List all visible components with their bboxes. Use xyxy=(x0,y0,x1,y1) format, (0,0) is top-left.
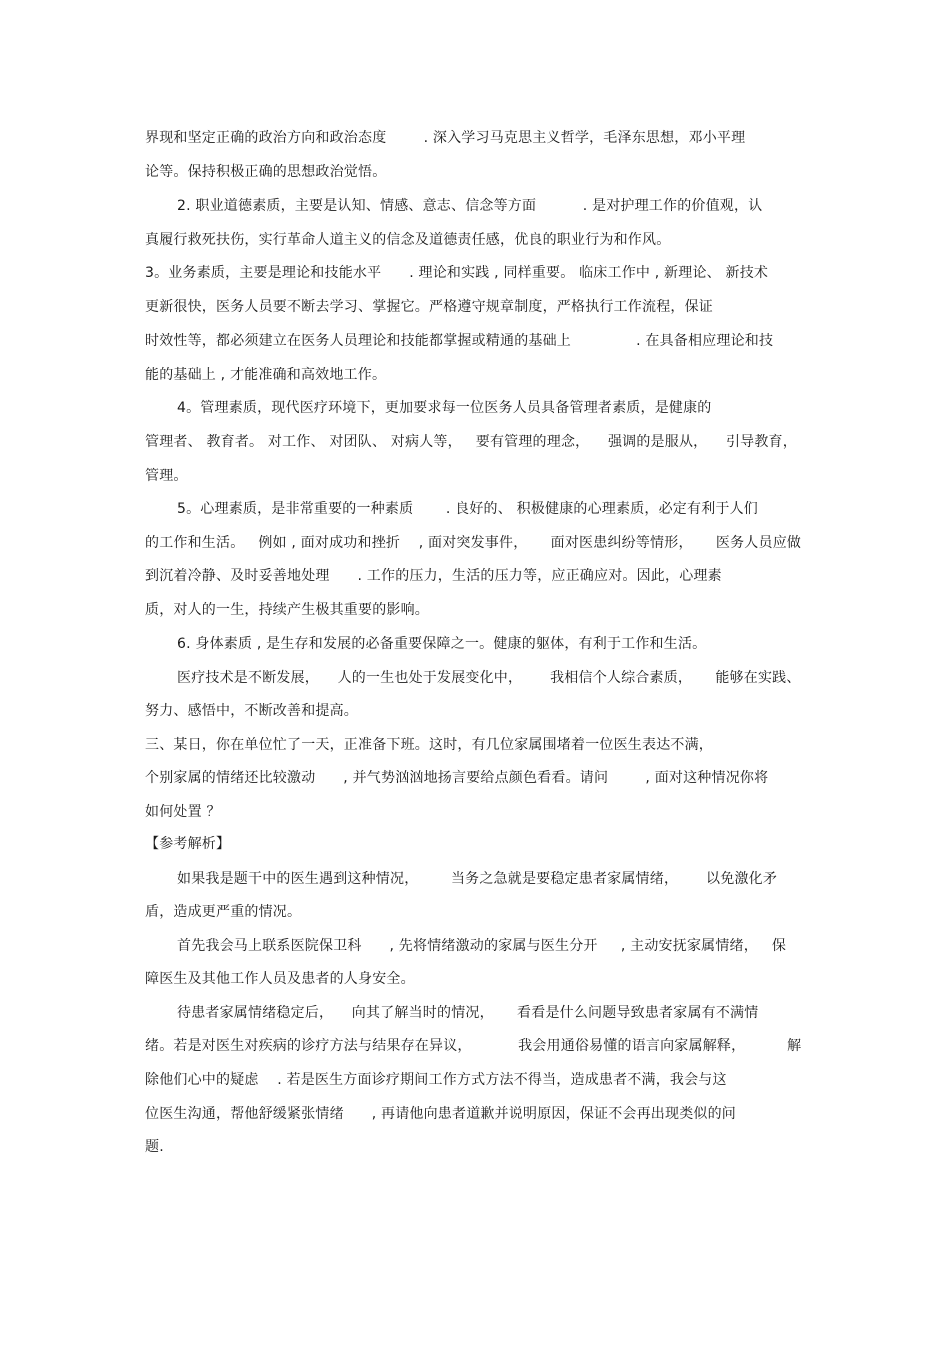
text-line: 能的基础上 , 才能准确和高效地工作。 xyxy=(145,367,387,383)
text-line: 管理。 xyxy=(145,468,188,484)
text-line: 到沉着冷静、及时妥善地处理 . 工作的压力，生活的压力等，应正确应对。因此，心理素 xyxy=(145,568,722,584)
text-line: 界现和坚定正确的政治方向和政治态度 . 深入学习马克思主义哲学，毛泽东思想，邓小平理 xyxy=(145,130,746,146)
text-line: 首先我会马上联系医院保卫科 , 先将情绪激动的家属与医生分开 , 主动安抚家属情绪， 保 xyxy=(177,938,787,954)
text-line: 除他们心中的疑虑 . 若是医生方面诊疗期间工作方式方法不得当，造成患者不满，我会与这 xyxy=(145,1072,727,1088)
text-line: 盾，造成更严重的情况。 xyxy=(145,904,302,920)
text-line: 5。心理素质，是非常重要的一种素质 . 良好的、 积极健康的心理素质，必定有利于人们 xyxy=(177,501,759,517)
text-line: 如何处置 ？ xyxy=(145,804,221,820)
text-line: 个别家属的情绪还比较激动 , 并气势汹汹地扬言要给点颜色看看。请问 , 面对这种情况你将 xyxy=(145,770,769,786)
text-line: 质，对人的一生，持续产生极其重要的影响。 xyxy=(145,602,429,618)
text-line: 医疗技术是不断发展， 人的一生也处于发展变化中， 我相信个人综合素质， 能够在实践、 xyxy=(177,670,801,686)
text-line: 3。业务素质，主要是理论和技能水平 . 理论和实践 , 同样重要。 临床工作中 , 新理论、 新技术 xyxy=(145,265,769,281)
text-line: 论等。保持积极正确的思想政治觉悟。 xyxy=(145,164,387,180)
text-line: 题. xyxy=(145,1139,164,1155)
text-line: 位医生沟通，帮他舒缓紧张情绪 , 再请他向患者道歉并说明原因，保证不会再出现类似的问 xyxy=(145,1106,736,1122)
text-line: 三、某日，你在单位忙了一天，正准备下班。这时，有几位家属围堵着一位医生表达不满， xyxy=(145,737,713,753)
text-line: 待患者家属情绪稳定后， 向其了解当时的情况， 看看是什么问题导致患者家属有不满情 xyxy=(177,1005,759,1021)
text-line: 管理者、 教育者。 对工作、 对团队、 对病人等， 要有管理的理念， 强调的是服从， 引导教育， xyxy=(145,434,797,450)
text-line: 真履行救死扶伤，实行革命人道主义的信念及道德责任感，优良的职业行为和作风。 xyxy=(145,232,671,248)
text-line: 障医生及其他工作人员及患者的人身安全。 xyxy=(145,971,415,987)
text-line: 绪。若是对医生对疾病的诊疗方法与结果存在异议， 我会用通俗易懂的语言向家属解释， 解 xyxy=(145,1038,802,1054)
text-line: 的工作和生活。 例如 , 面对成功和挫折 , 面对突发事件， 面对医患纠纷等情形， 医务人员应做 xyxy=(145,535,802,551)
text-line: 更新很快，医务人员要不断去学习、掌握它。严格遵守规章制度，严格执行工作流程，保证 xyxy=(145,299,713,315)
text-line: 努力、感悟中，不断改善和提高。 xyxy=(145,703,358,719)
text-line: 时效性等，都必须建立在医务人员理论和技能都掌握或精通的基础上 . 在具备相应理论和技 xyxy=(145,333,774,349)
text-line: 如果我是题干中的医生遇到这种情况， 当务之急就是要稳定患者家属情绪， 以免激化矛 xyxy=(177,871,778,887)
text-line: 4。管理素质，现代医疗环境下，更加要求每一位医务人员具备管理者素质，是健康的 xyxy=(177,400,712,416)
text-line: 2. 职业道德素质，主要是认知、情感、意志、信念等方面 . 是对护理工作的价值观，认 xyxy=(177,198,763,214)
text-line: 6. 身体素质 , 是生存和发展的必备重要保障之一。健康的躯体，有利于工作和生活。 xyxy=(177,636,707,652)
section-heading: 【参考解析】 xyxy=(145,836,231,852)
